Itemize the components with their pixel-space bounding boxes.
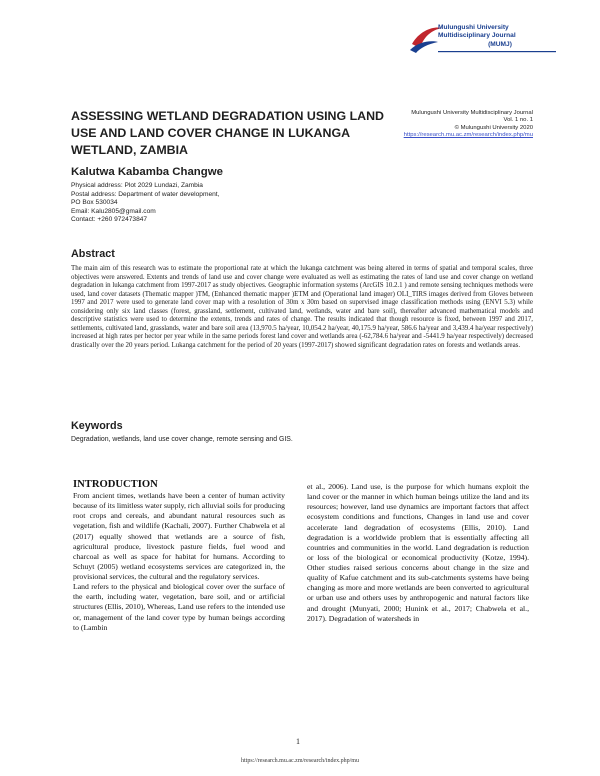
abstract-text: The main aim of this research was to estimate the proportional rate at which the lukanga catchment was being altered in terms of spatial and temporal scales, three objectives were answered. Extents and trends of land use and cover change were evaluated as well as estimating the rates of land use and cover change on wetland degradation in lukanga catchment from 1997-2017 as study objectives. Geographic information systems (ArcGIS 10.2.1 ) and remote sensing techniques methods were used, land cover datasets (Thematic mapper )TM, (Enhanced thematic mapper )ETM and (Operational land imager) OLI_TIRS images derived from Gloves between 1997 and 2017 were used to generate land cover map with a resolution of 30m x 30m based on supervised image classification methods using (ENVI 5.3) while considering only six land classes (forest, grassland, settlement, cultivated land, wetlands, water and bare soil), thereafter advanced mathematical models and descriptive statistics were used to determine the extents, trends and rates of change. The results indicated that though resource is fixed, between 1997 and 2017, settlements, cultivated land, grasslands, water and bare soil area (13,970.5 ha/year, 10,054.2 ha/year, 40,175.9 ha/year, 586.6 ha/year and 3,439.4 ha/year respectively) increased at high rates per hector per year while in the same periods forest land cover and wetlands area (-62,784.6 ha/year and -5441.9 ha/year respectively) decreased drastically over the 20 years period. Lukanga catchment for the period of 20 years (1997-2017) showed significant degradation rates on forests and wetlands areas.	[71, 265, 533, 349]
logo-underline	[438, 51, 556, 52]
journal-volume: Vol. 1 no. 1	[503, 117, 533, 124]
paragraph: From ancient times, wetlands have been a center of human activity because of its limitless water supply, rich alluvial soils for producing root crops and cereals, and abundant natural resources such as vegetation, fish and wildlife (Kachali, 2007). Further Chabwela et al (2017) equally showed that wetlands are a source of fish, agricultural produce, livestock pasture fields, fuel wood and charcoal as well as space for habitat for humans. According to Schuyt (2005) wetland ecosystems services are categorized in, the provisional services, the cultural and the regulatory services.	[73, 491, 285, 581]
journal-name: Mulungushi University Multidisciplinary Journal	[411, 110, 533, 116]
introduction-heading: INTRODUCTION	[73, 479, 158, 490]
abstract-heading: Abstract	[71, 248, 115, 260]
journal-info	[380, 110, 533, 140]
title-line-2: USE AND LAND COVER CHANGE IN LUKANGA	[71, 126, 351, 141]
title-line-1: ASSESSING WETLAND DEGRADATION USING LAND	[71, 109, 384, 123]
paragraph: Land refers to the physical and biological cover over the surface of the earth, including water, vegetation, bare soil, and or artificial structures (Ellis, 2010), Whereas, Land use refers to the intended use or, management of the land cover type by human beings according to (Lambin	[73, 582, 285, 632]
body-column-left	[73, 491, 285, 633]
paper-title	[71, 108, 384, 160]
footer-url[interactable]: https://research.mu.ac.zm/research/index.php/mu	[241, 758, 359, 764]
logo-text	[438, 24, 562, 49]
journal-url-link[interactable]: https://research.mu.ac.zm/research/index.php/mu	[403, 132, 533, 139]
keywords-heading: Keywords	[71, 420, 123, 432]
logo-line-3: (MUMJ)	[488, 40, 512, 48]
page-number: 1	[296, 737, 300, 746]
physical-address: Physical address: Plot 2029 Lundazi, Zambia	[71, 182, 203, 189]
author-email: Email: Kalu2805@gmail.com	[71, 207, 156, 215]
body-column-right	[307, 482, 529, 624]
po-box: PO Box 530034	[71, 199, 118, 207]
postal-address: Postal address: Department of water development,	[71, 190, 220, 198]
journal-copyright: © Mulungushi University 2020	[454, 124, 533, 131]
author-phone: Contact: +260 972473847	[71, 216, 148, 224]
author-contact-block	[71, 182, 219, 225]
paragraph: et al., 2006). Land use, is the purpose for which humans exploit the land cover or the manner in which human beings utilize the land and its resources; however, land use dynamics are important factors that affect ecosystem conditions and functions, Changes in land use and cover accelerate land degradation of ecosystems (Ellis, 2010). Land degradation is a worldwide problem that is essentially affecting all countries and communities in the world. Land degradation is reduction or loss of the biological or economical productivity (Kotze, 1994). Other studies raised serious concerns about change in the size and quality of Kafue catchment and its sub-catchments systems have being changing as more and more wetlands are been converted to agricultural or urban use and others uses by anthropogenic and natural factors like and drought (Munyati, 2000; Hunink et al., 2017; Chabwela et al., 2017). Degradation of watersheds in	[307, 482, 529, 623]
author-name: Kalutwa Kabamba Changwe	[71, 166, 223, 178]
logo-line-1: Mulungushi University	[438, 24, 509, 31]
logo-line-2: Multidisciplinary Journal	[438, 32, 516, 40]
title-line-3: WETLAND, ZAMBIA	[71, 143, 189, 158]
keywords-text: Degradation, wetlands, land use cover change, remote sensing and GIS.	[71, 436, 293, 443]
